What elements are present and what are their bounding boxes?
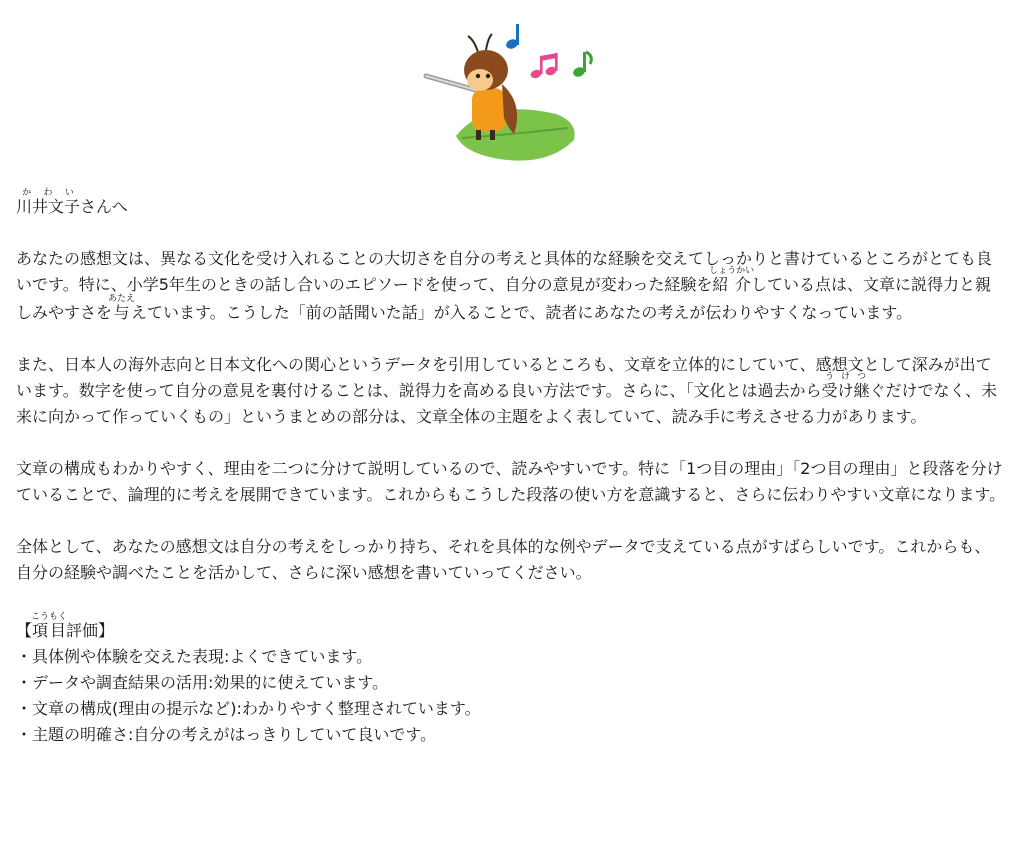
evaluation-item: ・主題の明確さ:自分の考えがはっきりしていて良いです。: [16, 725, 437, 744]
paragraph-3: 文章の構成もわかりやすく、理由を二つに分けて説明しているので、読みやすいです。特に「1つ目の理由」「2つ目の理由」と段落を分けていることで、論理的に考えを展開できています。これからもこうした段落の使い方を意識すると、さらに伝わりやすい文章になります。: [16, 459, 1006, 504]
paragraph-2: [16, 352, 1006, 430]
feedback-letter: [16, 188, 1006, 748]
cricket-flute-illustration: [416, 18, 606, 170]
paragraph-1: [16, 246, 1006, 326]
addressee-name: 川井文子かわい: [16, 188, 81, 216]
paragraph-2-text-a: また、日本人の海外志向と日本文化への関心というデータを引用しているところも、文章を立体的にしていて、感想文として深みが出ています。数字を使って自分の意見を裏付けることは、説得力を高める良い方法です。さらに、「文化とは過去から: [16, 355, 992, 400]
music-note-green-icon: [572, 52, 592, 78]
evaluation-item: ・文章の構成(理由の提示など):わかりやすく整理されています。: [16, 699, 481, 718]
evaluation-item: ・具体例や体験を交えた表現:よくできています。: [16, 647, 373, 666]
evaluation-list: [16, 644, 1006, 748]
evaluation-heading-ruby: 項目こうもく: [31, 612, 68, 640]
paragraph-2-ruby-1: 受け継うけつ: [821, 372, 870, 400]
evaluation-heading: 【項目こうもく評価】: [16, 612, 115, 640]
music-note-blue-icon: [505, 24, 519, 50]
paragraph-1-ruby-1: 紹介しょうかい: [709, 266, 755, 294]
evaluation-item: ・データや調査結果の活用:効果的に使えています。: [16, 673, 389, 692]
paragraph-2-text-b: ぐだけでなく、未来に向かって作っていくもの」というまとめの部分は、文章全体の主題をよく表していて、読み手に考えさせる力があります。: [16, 381, 998, 426]
antenna-icon: [468, 34, 492, 52]
paragraph-4: 全体として、あなたの感想文は自分の考えをしっかり持ち、それを具体的な例やデータで支えている点がすばらしいです。これからも、自分の経験や調べたことを活かして、さらに深い感想を書いていってください。: [16, 537, 991, 582]
paragraph-1-text-c: えています。こうした「前の話聞いた話」が入ることで、読者にあなたの考えが伝わりやすくなっています。: [131, 303, 913, 322]
addressee-name-reading: かわい: [16, 188, 80, 198]
music-note-pink-icon: [529, 53, 557, 80]
paragraph-1-ruby-2: 与あたえ: [108, 294, 136, 322]
paragraph-1-text-b: している点は、文章に説得力と親しみやすさを: [16, 275, 991, 322]
addressee-line: [16, 188, 1006, 220]
paragraph-1-text-a: あなたの感想文は、異なる文化を受け入れることの大切さを自分の考えと具体的な経験を交えてしっかりと書けているところがとても良いです。特に、小学5年生のときの話し合いのエピソードを使って、自分の意見が変わった経験を: [16, 249, 993, 294]
addressee-suffix: さんへ: [80, 197, 128, 216]
